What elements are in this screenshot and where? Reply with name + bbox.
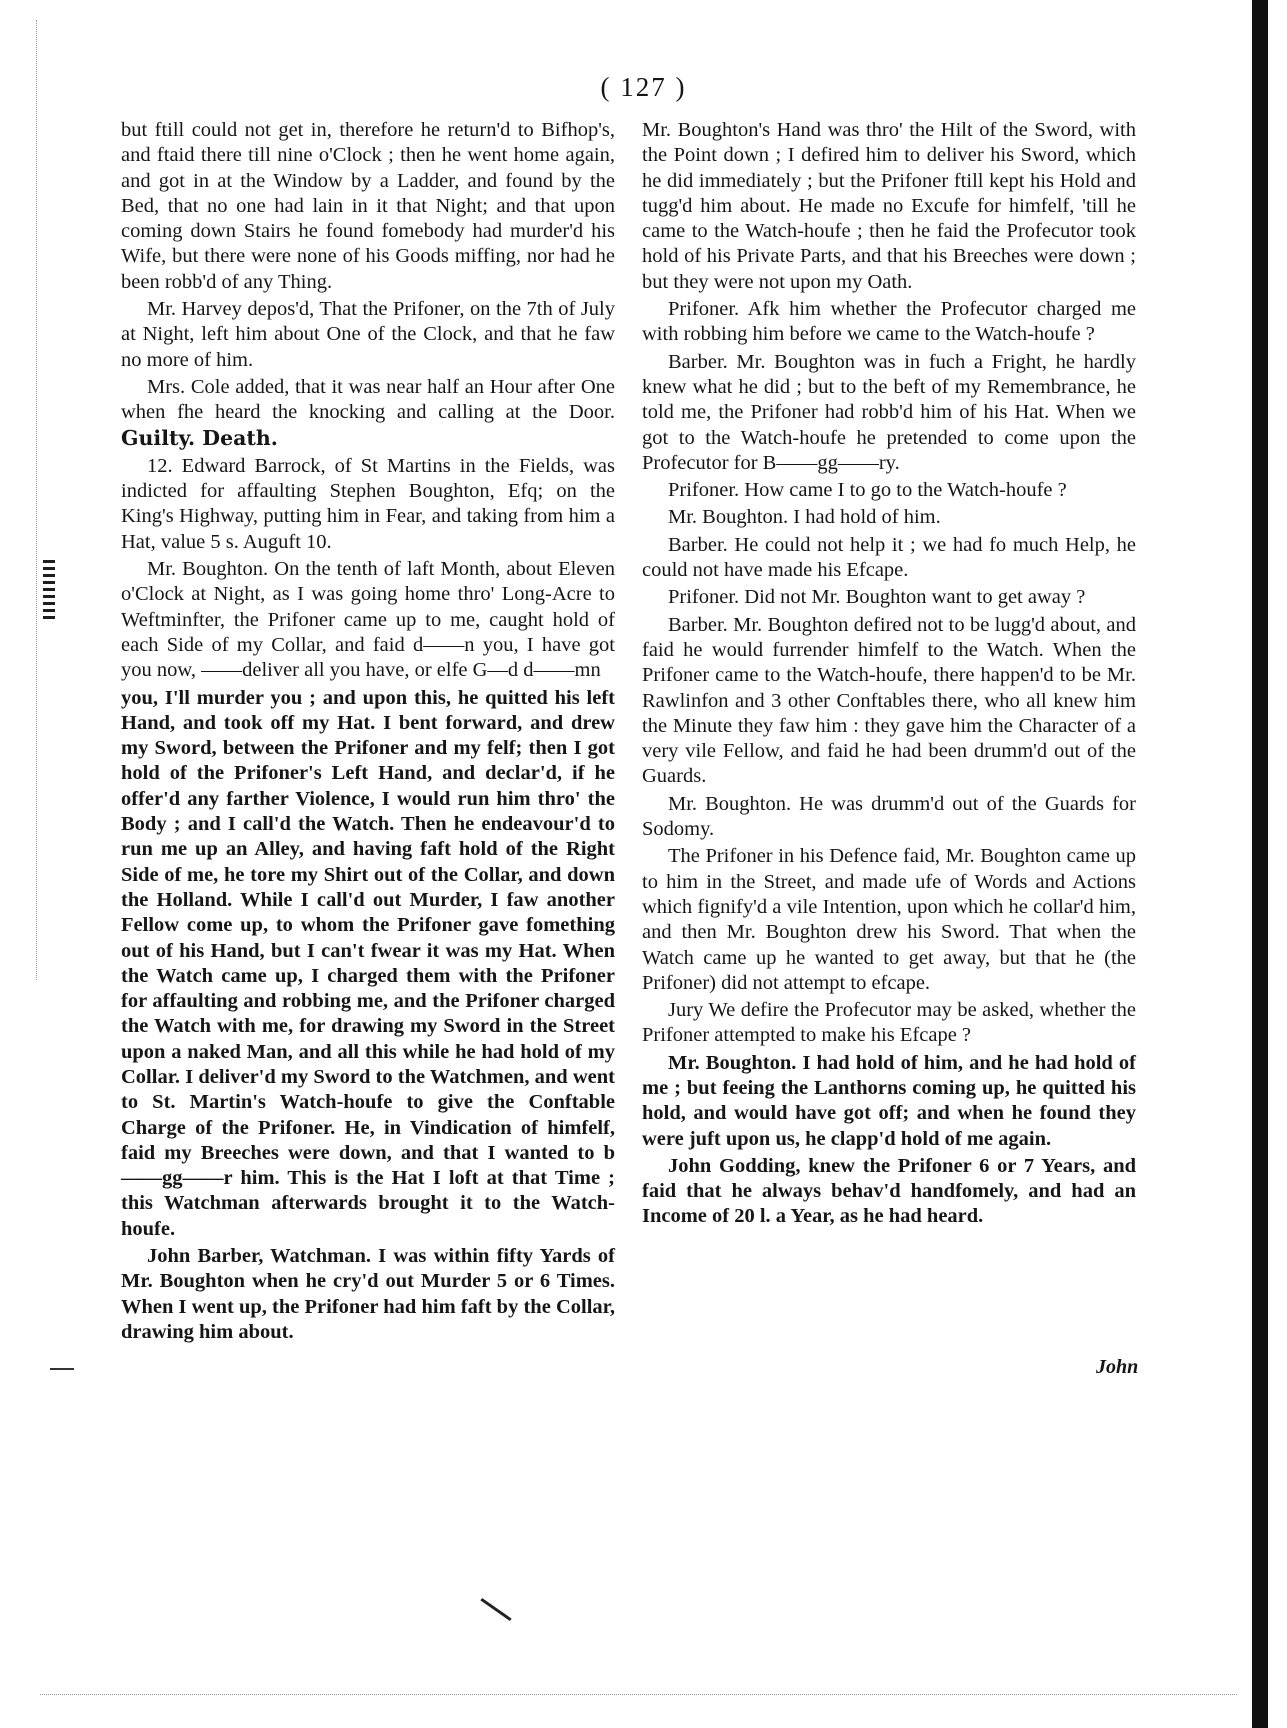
paragraph xyxy=(121,375,615,452)
catchword: John xyxy=(1096,1356,1139,1378)
bottom-edge-noise xyxy=(40,1694,1237,1701)
paragraph: you, I'll murder you ; and upon this, he quitted his left Hand, and took off my Hat. I bent forward, and drew my Sword, between the Prifoner and my felf; then I got hold of the Prifoner's Left Hand, and declar'd, if he offer'd any farther Violence, I would run him thro' the Body ; and I call'd the Watch. Then he endeavour'd to run me up an Alley, and having faft hold of the Right Side of me, he tore my Shirt out of the Collar, and down the Holland. While I call'd out Murder, I faw another Fellow come up, to whom the Prifoner gave fomething out of his Hand, but I can't fwear it was my Hat. When the Watch came up, I charged them with the Prifoner for affaulting and robbing me, and the Prifoner charged the Watch with me, for drawing my Sword in the Street upon a naked Man, and all this while he had hold of my Collar. I deliver'd my Sword to the Watchmen, and went to St. Martin's Watch-houfe to give the Conftable Charge of the Prifoner. He, in Vindication of himfelf, faid my Breeches were down, and that I wanted to b——gg——r him. This is the Hat I loft at that Time ; this Watchman afterwards brought it to the Watch-houfe. xyxy=(121,686,615,1240)
paragraph: Mr. Boughton. I had hold of him. xyxy=(668,506,941,529)
left-column xyxy=(121,118,615,1345)
paragraph: Mr. Boughton. On the tenth of laft Month, about Eleven o'Clock at Night, as I was going home thro' Long-Acre to Weftminfter, the Prifoner came up to me, caught hold of each Side of my Collar, and faid d——n you, I have got you now, ——deliver all you have, or elfe G—d d——mn xyxy=(121,558,615,682)
paragraph: Prifoner. How came I to go to the Watch-houfe ? xyxy=(668,479,1067,502)
page-number: ( 127 ) xyxy=(600,72,687,102)
stray-ink-mark xyxy=(480,1598,511,1621)
paragraph: but ftill could not get in, therefore he return'd to Bifhop's, and ftaid there till nine o'Clock ; then he went home again, and got in at the Window by a Ladder, and found by the Bed, that no one had lain in it that Night; and that upon coming down Stairs he found fomebody had murder'd his Wife, but there were none of his Goods miffing, nor had he been robb'd of any Thing. xyxy=(121,119,615,293)
right-column xyxy=(642,118,1136,1230)
margin-dash xyxy=(50,1368,74,1370)
paragraph: Barber. He could not help it ; we had fo much Help, he could not have made his Efcape. xyxy=(642,533,1136,582)
paragraph: Barber. Mr. Boughton defired not to be lugg'd about, and faid he would furrender himfelf to the Watch. When the Prifoner came to the Watch-houfe, there happen'd to be Mr. Rawlinfon and 3 other Conftables there, who all knew him the Minute they faw him : they gave him the Character of a very vile Fellow, and faid he had been drumm'd out of the Guards. xyxy=(642,613,1136,788)
paragraph: Mr. Boughton's Hand was thro' the Hilt of the Sword, with the Point down ; I defired him to deliver his Sword, which he did immediately ; but the Prifoner ftill kept his Hold and tugg'd him about. He made no Excufe for himfelf, 'till he came to the Watch-houfe ; then he faid the Profecutor took hold of his Private Parts, and that his Breeches were down ; but they were not upon my Oath. xyxy=(642,119,1136,293)
paragraph: Prifoner. Afk him whether the Profecutor charged me with robbing him before we came to the Watch-houfe ? xyxy=(642,298,1136,346)
page-edge-bar xyxy=(1252,0,1268,1728)
paragraph: Jury We defire the Profecutor may be asked, whether the Prifoner attempted to make his Efcape ? xyxy=(642,999,1136,1047)
paragraph-text: Mrs. Cole added, that it was near half an Hour after One when fhe heard the knocking and calling at the Door. xyxy=(121,375,615,424)
binding-gutter-marks xyxy=(36,20,63,980)
paragraph: Barber. Mr. Boughton was in fuch a Fright, he hardly knew what he did ; but to the beft of my Remembrance, he told me, the Prifoner had robb'd him of his Hat. When we got to the Watch-houfe he pretended to come upon the Profecutor for B——gg——ry. xyxy=(642,350,1136,474)
paragraph: Mr. Boughton. He was drumm'd out of the Guards for Sodomy. xyxy=(642,792,1136,841)
paragraph: The Prifoner in his Defence faid, Mr. Boughton came up to him in the Street, and made ufe of Words and Actions which fignify'd a vile Intention, upon which he collar'd him, and then Mr. Boughton drew his Sword. That when the Watch came up he wanted to get away, but that he (the Prifoner) did not attempt to efcape. xyxy=(642,845,1136,994)
paragraph: Mr. Boughton. I had hold of him, and he had hold of me ; but feeing the Lanthorns coming up, he quitted his hold, and would have got off; and when he found they were juft upon us, he clapp'd hold of me again. xyxy=(642,1051,1136,1150)
paragraph: John Godding, knew the Prifoner 6 or 7 Years, and faid that he always behav'd handfomely, and had an Income of 20 l. a Year, as he had heard. xyxy=(642,1154,1136,1228)
paragraph: Prifoner. Did not Mr. Boughton want to get away ? xyxy=(668,586,1086,609)
paragraph: 12. Edward Barrock, of St Martins in the Fields, was indicted for affaulting Stephen Boughton, Efq; on the King's Highway, putting him in Fear, and taking from him a Hat, value 5 s. Auguft 10. xyxy=(121,454,615,553)
paragraph: John Barber, Watchman. I was within fifty Yards of Mr. Boughton when he cry'd out Murder 5 or 6 Times. When I went up, the Prifoner had him faft by the Collar, drawing him about. xyxy=(121,1245,615,1343)
paragraph: Mr. Harvey depos'd, That the Prifoner, on the 7th of July at Night, left him about One of the Clock, and that he faw no more of him. xyxy=(121,298,615,371)
verdict: Guilty. Death. xyxy=(121,425,278,450)
